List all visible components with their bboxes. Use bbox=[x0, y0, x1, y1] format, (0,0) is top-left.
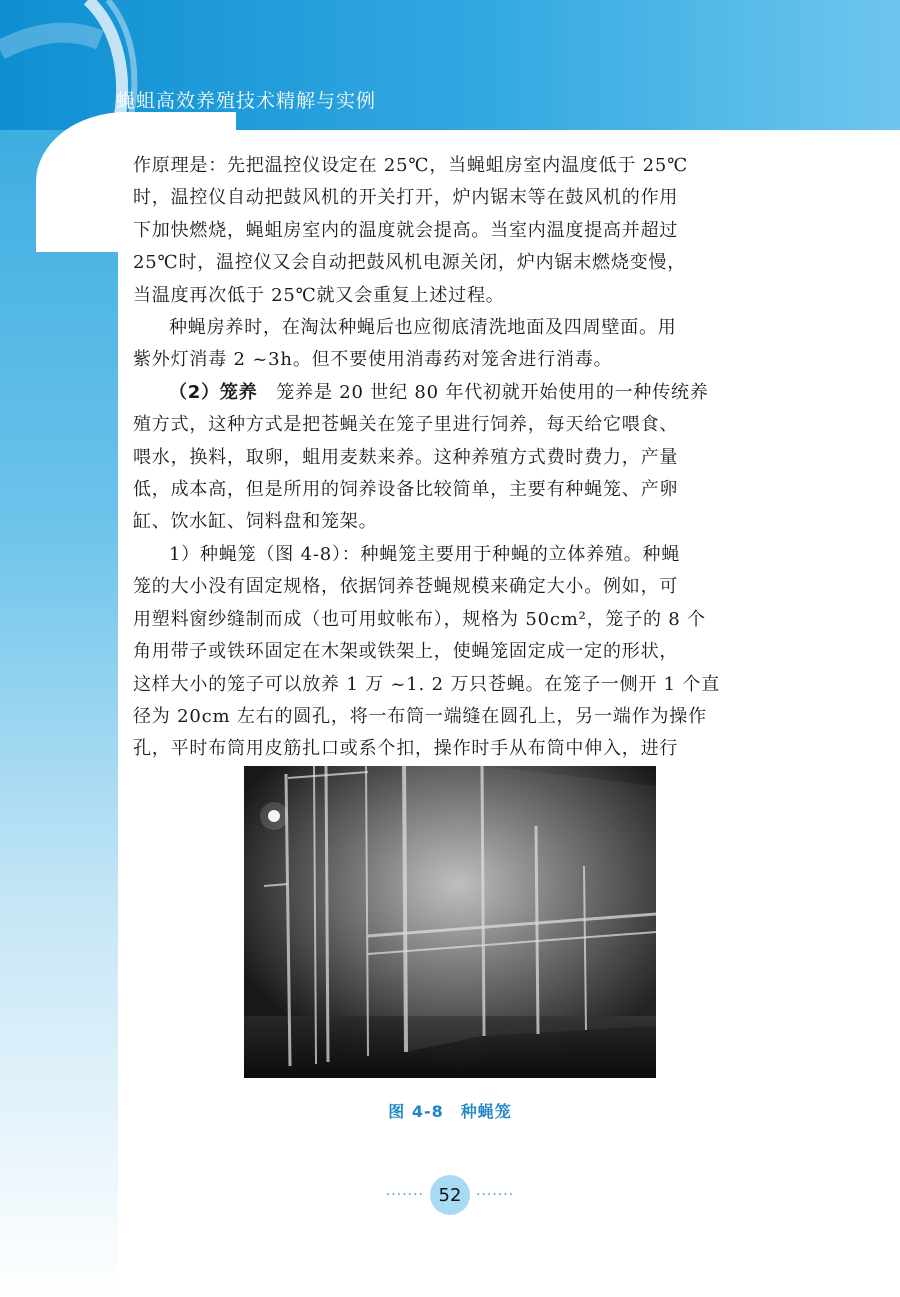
text-line: 25℃时，温控仪又会自动把鼓风机电源关闭，炉内锯末燃烧变慢， bbox=[133, 252, 687, 274]
figure-photo-fly-cages bbox=[244, 766, 656, 1078]
text-line: 殖方式，这种方式是把苍蝇关在笼子里进行饲养，每天给它喂食、 bbox=[133, 414, 679, 436]
text-line: 紫外灯消毒 2 ~3h。但不要使用消毒药对笼舍进行消毒。 bbox=[133, 349, 613, 371]
text-line: 时，温控仪自动把鼓风机的开关打开，炉内锯末等在鼓风机的作用 bbox=[133, 187, 679, 209]
header-title: 蝇蛆高效养殖技术精解与实例 bbox=[116, 90, 377, 112]
text-line: 种蝇房养时，在淘汰种蝇后也应彻底清洗地面及四周壁面。用 bbox=[169, 317, 677, 339]
text-line: 喂水，换料，取卵，蛆用麦麸来养。这种养殖方式费时费力，产量 bbox=[133, 446, 679, 468]
paragraph-2 bbox=[133, 312, 773, 377]
text-line: 缸、饮水缸、饲料盘和笼架。 bbox=[133, 511, 378, 533]
text-line: 当温度再次低于 25℃就又会重复上述过程。 bbox=[133, 284, 505, 306]
text-line: 笼养是 20 世纪 80 年代初就开始使用的一种传统养 bbox=[276, 381, 709, 403]
paragraph-1 bbox=[133, 150, 773, 312]
paragraph-3 bbox=[133, 377, 773, 539]
text-line: 用塑料窗纱缝制而成（也可用蚊帐布），规格为 50cm²，笼子的 8 个 bbox=[133, 608, 706, 630]
figure-caption: 图 4-8 种蝇笼 bbox=[388, 1102, 512, 1121]
paragraph-4 bbox=[133, 539, 773, 766]
text-line: 1）种蝇笼（图 4-8）：种蝇笼主要用于种蝇的立体养殖。种蝇 bbox=[169, 543, 681, 565]
text-line: 孔，平时布筒用皮筋扎口或系个扣，操作时手从布筒中伸入，进行 bbox=[133, 738, 679, 760]
text-line-with-heading bbox=[133, 377, 773, 409]
body-text bbox=[133, 150, 773, 766]
text-line: 作原理是：先把温控仪设定在 25℃，当蝇蛆房室内温度低于 25℃ bbox=[133, 155, 689, 176]
page-footer bbox=[0, 1174, 900, 1216]
fly-cage-photo-illustration bbox=[244, 766, 656, 1078]
dots-right: ······· bbox=[476, 1187, 515, 1203]
text-line: 低，成本高，但是所用的饲养设备比较简单，主要有种蝇笼、产卵 bbox=[133, 479, 679, 501]
page-number: 52 bbox=[438, 1184, 462, 1206]
text-line: 这样大小的笼子可以放养 1 万 ~1. 2 万只苍蝇。在笼子一侧开 1 个直 bbox=[133, 673, 721, 695]
page-number-badge bbox=[430, 1175, 470, 1215]
text-line: 下加快燃烧，蝇蛆房室内的温度就会提高。当室内温度提高并超过 bbox=[133, 219, 679, 241]
text-line: 笼的大小没有固定规格，依据饲养苍蝇规模来确定大小。例如，可 bbox=[133, 576, 679, 598]
text-line: 径为 20cm 左右的圆孔，将一布筒一端缝在圆孔上，另一端作为操作 bbox=[133, 705, 707, 727]
dots-left: ······· bbox=[385, 1187, 424, 1203]
section-heading: （2）笼养 bbox=[169, 381, 258, 403]
text-line: 角用带子或铁环固定在木架或铁架上，使蝇笼固定成一定的形状， bbox=[133, 641, 679, 663]
